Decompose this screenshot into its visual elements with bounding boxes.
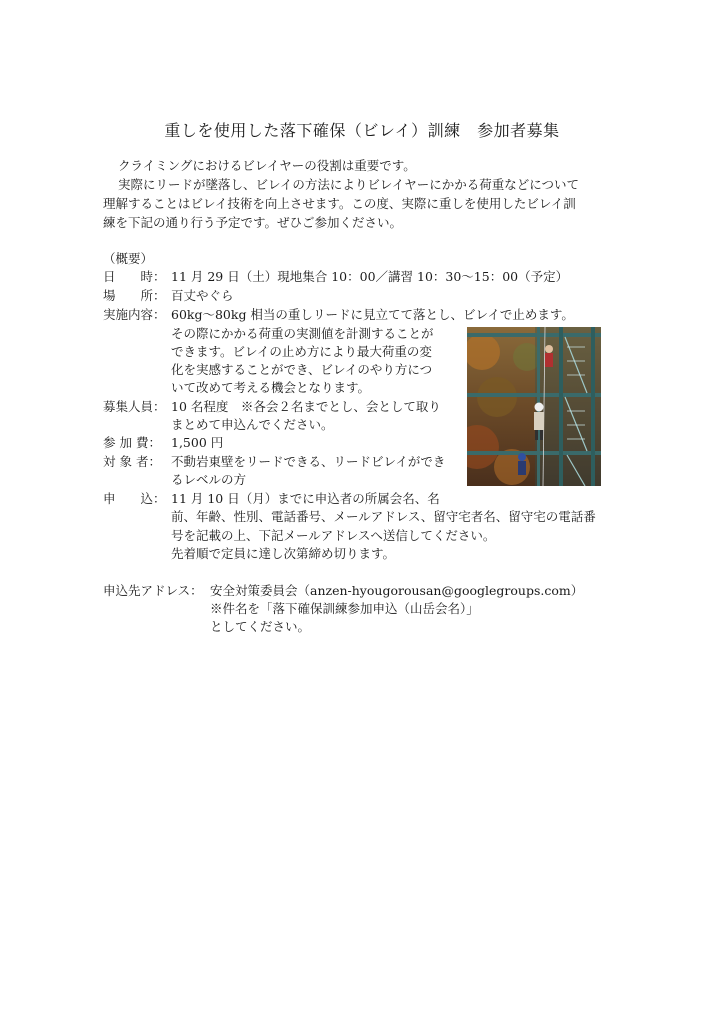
outline-heading: （概要） <box>103 251 154 266</box>
content-line-1: 60kg〜80kg 相当の重しリードに見立てて落とし、ビレイで止めます。 <box>171 307 574 322</box>
tower-photo <box>467 327 601 486</box>
intro-line-1: クライミングにおけるビレイヤーの役割は重要です。 <box>118 158 416 173</box>
content-line-3: できます。ビレイの止め方により最大荷重の変 <box>171 344 432 359</box>
page-title: 重しを使用した落下確保（ビレイ）訓練 参加者募集 <box>164 121 560 140</box>
date-label: 日 時： <box>103 269 166 284</box>
intro-line-4: 練を下記の通り行う予定です。ぜひご参加ください。 <box>103 215 403 230</box>
fee-value: 1,500 円 <box>171 435 224 450</box>
apply-line-2: 前、年齢、性別、電話番号、メールアドレス、留守宅者名、留守宅の電話番 <box>171 509 596 524</box>
target-label: 対 象 者： <box>103 454 161 469</box>
contact-note-line-2: としてください。 <box>210 619 311 634</box>
target-line-1: 不動岩東壁をリードできる、リードビレイができ <box>171 454 446 469</box>
apply-line-1: 11 月 10 日（月）までに申込者の所属会名、名 <box>171 491 440 506</box>
date-value: 11 月 29 日（土）現地集合 10：00／講習 10：30〜15：00（予定） <box>171 269 569 284</box>
apply-line-4: 先着順で定員に達し次第締め切ります。 <box>171 546 396 561</box>
place-label: 場 所： <box>103 288 166 303</box>
recruit-line-2: まとめて申込んでください。 <box>171 417 334 432</box>
target-line-2: るレベルの方 <box>171 472 247 487</box>
content-line-2: その際にかかる荷重の実測値を計測することが <box>171 326 434 341</box>
intro-line-2: 実際にリードが墜落し、ビレイの方法によりビレイヤーにかかる荷重などについて <box>118 177 580 192</box>
intro-line-3: 理解することはビレイ技術を向上させます。この度、実際に重しを使用したビレイ訓 <box>103 196 576 211</box>
contact-value: 安全対策委員会（anzen-hyougorousan@googlegroups.com） <box>210 583 584 598</box>
apply-line-3: 号を記載の上、下記メールアドレスへ送信してください。 <box>171 528 496 543</box>
content-label: 実施内容： <box>103 307 166 322</box>
content-line-4: 化を実感することができ、ビレイのやり方につ <box>171 362 433 377</box>
contact-note-line-1: ※件名を「落下確保訓練参加申込（山岳会名）」 <box>210 601 479 616</box>
content-line-5: いて改めて考える機会となります。 <box>171 380 371 395</box>
recruit-line-1: 10 名程度 ※各会２名までとし、会として取り <box>171 399 441 414</box>
place-value: 百丈やぐら <box>171 288 234 303</box>
apply-label: 申 込： <box>103 491 166 506</box>
recruit-label: 募集人員： <box>103 399 166 414</box>
fee-label: 参 加 費： <box>103 435 161 450</box>
contact-label: 申込先アドレス： <box>103 583 203 598</box>
